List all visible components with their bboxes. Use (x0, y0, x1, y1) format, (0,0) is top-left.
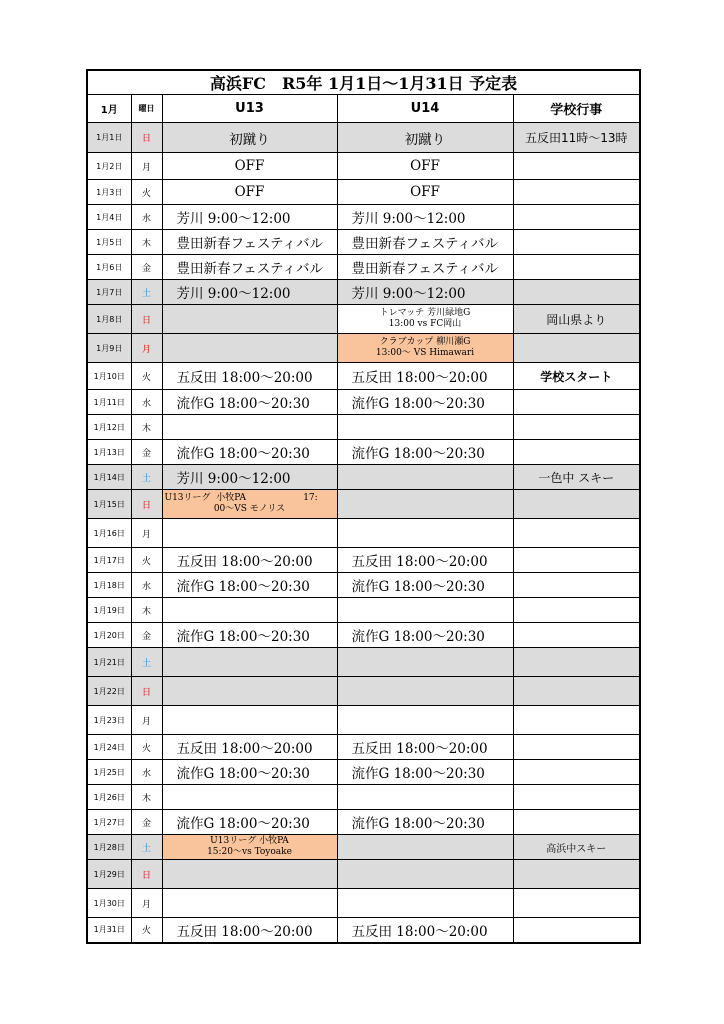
table-row (87, 440, 640, 465)
school-event (513, 598, 640, 623)
table-row (87, 465, 640, 490)
school-event (513, 573, 640, 598)
table-row (87, 255, 640, 280)
table-row (87, 390, 640, 415)
table-row (87, 519, 640, 548)
row-date: 1月27日 (87, 810, 131, 835)
row-dow: 日 (131, 123, 162, 153)
u13-activity: 芳川 9:00～12:00 (162, 205, 337, 230)
row-date: 1月14日 (87, 465, 131, 490)
u14-activity: OFF (337, 180, 513, 205)
row-dow: 土 (131, 648, 162, 677)
row-date: 1月7日 (87, 280, 131, 305)
table-row (87, 889, 640, 918)
row-date: 1月30日 (87, 889, 131, 918)
school-event (513, 153, 640, 180)
table-row (87, 706, 640, 735)
u13-activity: 流作G 18:00～20:30 (162, 760, 337, 785)
table-row (87, 573, 640, 598)
u13-activity: 五反田 18:00～20:00 (162, 918, 337, 943)
table-row (87, 305, 640, 334)
row-date: 1月24日 (87, 735, 131, 760)
table-row (87, 598, 640, 623)
row-dow: 火 (131, 548, 162, 573)
u13-activity-line2: 15:20～vs Toyoake (207, 847, 292, 857)
row-dow: 木 (131, 598, 162, 623)
row-dow: 日 (131, 860, 162, 889)
table-row (87, 363, 640, 390)
school-event (513, 648, 640, 677)
school-event (513, 706, 640, 735)
school-event (513, 334, 640, 363)
u14-activity (337, 677, 513, 706)
row-date: 1月8日 (87, 305, 131, 334)
school-event (513, 760, 640, 785)
u13-activity: 流作G 18:00～20:30 (162, 573, 337, 598)
table-row (87, 810, 640, 835)
u13-activity: 五反田 18:00～20:00 (162, 548, 337, 573)
u13-activity: 豊田新春フェスティバル (162, 230, 337, 255)
u14-activity: 五反田 18:00～20:00 (337, 548, 513, 573)
row-dow: 水 (131, 760, 162, 785)
school-event: 五反田11時～13時 (513, 123, 640, 153)
table-row (87, 230, 640, 255)
table-row (87, 623, 640, 648)
table-row (87, 334, 640, 363)
row-date: 1月19日 (87, 598, 131, 623)
row-dow: 月 (131, 889, 162, 918)
row-date: 1月22日 (87, 677, 131, 706)
row-dow: 金 (131, 440, 162, 465)
school-event: 一色中 スキー (513, 465, 640, 490)
u14-activity: 豊田新春フェスティバル (337, 255, 513, 280)
row-date: 1月29日 (87, 860, 131, 889)
row-date: 1月9日 (87, 334, 131, 363)
u13-activity (162, 648, 337, 677)
u13-activity (162, 519, 337, 548)
u13-activity: 流作G 18:00～20:30 (162, 623, 337, 648)
u13-activity: 流作G 18:00～20:30 (162, 810, 337, 835)
u14-activity: 流作G 18:00～20:30 (337, 573, 513, 598)
u14-activity: 五反田 18:00～20:00 (337, 918, 513, 943)
u14-activity (337, 519, 513, 548)
u14-activity (337, 465, 513, 490)
school-event (513, 860, 640, 889)
school-event (513, 490, 640, 519)
row-dow: 木 (131, 415, 162, 440)
u14-activity (337, 490, 513, 519)
school-event (513, 230, 640, 255)
header-u13: U13 (162, 95, 337, 123)
table-row (87, 860, 640, 889)
row-date: 1月6日 (87, 255, 131, 280)
row-date: 1月12日 (87, 415, 131, 440)
row-date: 1月11日 (87, 390, 131, 415)
row-dow: 金 (131, 255, 162, 280)
u13-activity (162, 334, 337, 363)
row-date: 1月21日 (87, 648, 131, 677)
row-date: 1月3日 (87, 180, 131, 205)
header-row (87, 95, 640, 123)
schedule-table (86, 69, 641, 944)
row-date: 1月18日 (87, 573, 131, 598)
u14-activity: 流作G 18:00～20:30 (337, 760, 513, 785)
u13-activity (162, 415, 337, 440)
u14-activity (337, 706, 513, 735)
u14-activity: 五反田 18:00～20:00 (337, 363, 513, 390)
row-date: 1月4日 (87, 205, 131, 230)
row-dow: 日 (131, 305, 162, 334)
u13-activity: OFF (162, 180, 337, 205)
row-dow: 日 (131, 677, 162, 706)
row-date: 1月10日 (87, 363, 131, 390)
row-dow: 火 (131, 180, 162, 205)
row-date: 1月26日 (87, 785, 131, 810)
u14-activity: 流作G 18:00～20:30 (337, 390, 513, 415)
u14-activity: 五反田 18:00～20:00 (337, 735, 513, 760)
table-row (87, 648, 640, 677)
u13-activity (162, 706, 337, 735)
u14-activity (337, 889, 513, 918)
u14-activity (337, 648, 513, 677)
row-dow: 水 (131, 573, 162, 598)
row-date: 1月5日 (87, 230, 131, 255)
u13-activity (162, 677, 337, 706)
u14-activity-line1: トレマッチ 芳川緑地G (379, 308, 471, 318)
table-row (87, 835, 640, 860)
u14-activity: 流作G 18:00～20:30 (337, 623, 513, 648)
row-dow: 土 (131, 280, 162, 305)
school-event (513, 415, 640, 440)
school-event (513, 548, 640, 573)
header-dow: 曜日 (131, 95, 162, 123)
table-row (87, 415, 640, 440)
u13-activity (162, 305, 337, 334)
u13-activity (162, 835, 337, 860)
u13-activity-line2: 00～VS モノリス (213, 504, 286, 514)
u14-activity-line2: 13:00～ VS Himawari (375, 348, 475, 358)
school-event (513, 180, 640, 205)
row-dow: 日 (131, 490, 162, 519)
page-title: 高浜FC R5年 1月1日～1月31日 予定表 (87, 70, 640, 95)
u14-activity-line1: クラブカップ 柳川瀬G (379, 337, 471, 347)
table-row (87, 153, 640, 180)
u14-activity: 芳川 9:00～12:00 (337, 280, 513, 305)
u14-activity (337, 598, 513, 623)
row-date: 1月31日 (87, 918, 131, 943)
u14-activity (337, 860, 513, 889)
school-event (513, 889, 640, 918)
table-row (87, 735, 640, 760)
u13-activity (162, 598, 337, 623)
header-school-events: 学校行事 (513, 95, 640, 123)
school-event (513, 735, 640, 760)
school-event (513, 390, 640, 415)
u14-activity: 豊田新春フェスティバル (337, 230, 513, 255)
table-row (87, 677, 640, 706)
table-row (87, 180, 640, 205)
u13-activity (162, 490, 337, 519)
table-row (87, 205, 640, 230)
row-dow: 火 (131, 918, 162, 943)
school-event (513, 280, 640, 305)
row-dow: 水 (131, 205, 162, 230)
school-event (513, 440, 640, 465)
row-dow: 月 (131, 706, 162, 735)
row-dow: 月 (131, 334, 162, 363)
u14-activity: 初蹴り (337, 123, 513, 153)
table-row (87, 548, 640, 573)
school-event: 高浜中スキー (513, 835, 640, 860)
table-row (87, 280, 640, 305)
u13-activity: 豊田新春フェスティバル (162, 255, 337, 280)
school-event (513, 810, 640, 835)
table-row (87, 490, 640, 519)
school-event (513, 205, 640, 230)
row-dow: 土 (131, 465, 162, 490)
u14-activity (337, 305, 513, 334)
row-date: 1月25日 (87, 760, 131, 785)
u13-activity: 五反田 18:00～20:00 (162, 735, 337, 760)
row-dow: 土 (131, 835, 162, 860)
u13-activity: 芳川 9:00～12:00 (162, 465, 337, 490)
row-date: 1月17日 (87, 548, 131, 573)
u14-activity: 流作G 18:00～20:30 (337, 440, 513, 465)
u14-activity (337, 415, 513, 440)
row-date: 1月16日 (87, 519, 131, 548)
u13-activity-line1: U13リーグ 小牧PA 17: (164, 493, 318, 503)
row-dow: 火 (131, 363, 162, 390)
row-date: 1月2日 (87, 153, 131, 180)
school-event (513, 519, 640, 548)
table-row (87, 918, 640, 943)
row-date: 1月15日 (87, 490, 131, 519)
header-u14: U14 (337, 95, 513, 123)
row-date: 1月28日 (87, 835, 131, 860)
row-dow: 金 (131, 623, 162, 648)
header-month: 1月 (87, 95, 131, 123)
row-dow: 月 (131, 519, 162, 548)
school-event (513, 677, 640, 706)
school-event: 岡山県より (513, 305, 640, 334)
table-row (87, 123, 640, 153)
u13-activity: 流作G 18:00～20:30 (162, 390, 337, 415)
row-date: 1月1日 (87, 123, 131, 153)
row-dow: 木 (131, 785, 162, 810)
u13-activity: 五反田 18:00～20:00 (162, 363, 337, 390)
row-date: 1月20日 (87, 623, 131, 648)
u13-activity: 初蹴り (162, 123, 337, 153)
row-dow: 水 (131, 390, 162, 415)
u13-activity (162, 889, 337, 918)
u14-activity: 流作G 18:00～20:30 (337, 810, 513, 835)
u13-activity (162, 860, 337, 889)
table-row (87, 785, 640, 810)
school-event (513, 255, 640, 280)
row-dow: 月 (131, 153, 162, 180)
u13-activity-line1: U13リーグ 小牧PA (210, 836, 289, 846)
u13-activity: OFF (162, 153, 337, 180)
u14-activity (337, 334, 513, 363)
u14-activity: OFF (337, 153, 513, 180)
u14-activity (337, 785, 513, 810)
u14-activity-line2: 13:00 vs FC岡山 (388, 319, 462, 329)
u14-activity (337, 835, 513, 860)
row-date: 1月13日 (87, 440, 131, 465)
u13-activity: 流作G 18:00～20:30 (162, 440, 337, 465)
row-dow: 金 (131, 810, 162, 835)
row-date: 1月23日 (87, 706, 131, 735)
u13-activity (162, 785, 337, 810)
school-event (513, 623, 640, 648)
school-event (513, 785, 640, 810)
school-event: 学校スタート (513, 363, 640, 390)
u14-activity: 芳川 9:00～12:00 (337, 205, 513, 230)
table-row (87, 760, 640, 785)
school-event (513, 918, 640, 943)
row-dow: 火 (131, 735, 162, 760)
u13-activity: 芳川 9:00～12:00 (162, 280, 337, 305)
row-dow: 木 (131, 230, 162, 255)
